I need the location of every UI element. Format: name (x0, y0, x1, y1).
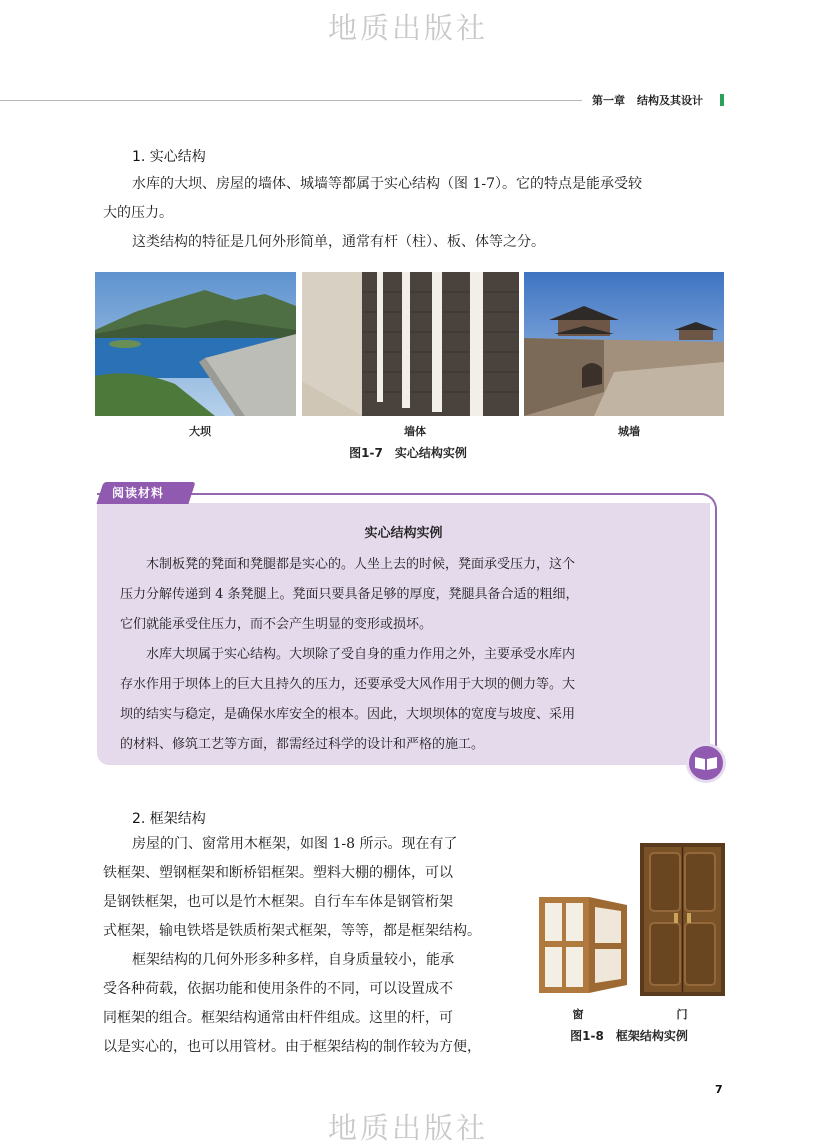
header-rule (0, 100, 582, 101)
reading-line-5: 存水作用于坝体上的巨大且持久的压力，还要承受大风作用于大坝的侧力等。大 (120, 677, 576, 692)
book-icon (692, 755, 720, 774)
figure-caption-1-7: 图1-7 实心结构实例 (349, 446, 467, 460)
section2-line-5: 框架结构的几何外形多种多样，自身质量较小，能承 (132, 952, 454, 968)
section1-line-2: 大的压力。 (103, 205, 173, 221)
wall-photo (302, 272, 519, 416)
chapter-label: 第一章 (592, 94, 625, 107)
reading-line-1: 木制板凳的凳面和凳腿都是实心的。人坐上去的时候，凳面承受压力，这个 (146, 557, 576, 572)
section2-line-7: 同框架的组合。框架结构通常由杆件组成。这里的杆，可 (103, 1010, 453, 1026)
running-header (592, 92, 703, 108)
section1-line-3: 这类结构的特征是几何外形简单，通常有杆（柱）、板、体等之分。 (132, 234, 545, 250)
section2-line-6: 受各种荷载，依据功能和使用条件的不同，可以设置成不 (103, 981, 453, 997)
section2-line-8: 以是实心的，也可以用管材。由于框架结构的制作较为方便， (103, 1039, 481, 1055)
section2-line-2: 铁框架、塑钢框架和断桥铝框架。塑料大棚的棚体，可以 (103, 865, 453, 881)
figure-label-wall: 墙体 (404, 425, 426, 438)
reading-line-7: 的材料、修筑工艺等方面，都需经过科学的设计和严格的施工。 (120, 737, 485, 752)
reading-line-3: 它们就能承受住压力，而不会产生明显的变形或损坏。 (120, 617, 433, 632)
section-title-solid: 1. 实心结构 (132, 149, 206, 165)
figure-label-dam: 大坝 (189, 425, 211, 438)
reading-line-2: 压力分解传递到 4 条凳腿上。凳面只要具备足够的厚度，凳腿具备合适的粗细， (120, 587, 579, 602)
reading-tab-label: 阅读材料 (112, 486, 165, 500)
figure-caption-1-8: 图1-8 框架结构实例 (570, 1029, 688, 1043)
figure-label-city-wall: 城墙 (618, 425, 640, 438)
section2-line-1: 房屋的门、窗常用木框架，如图 1-8 所示。现在有了 (132, 836, 458, 852)
section2-line-4: 式框架，输电铁塔是铁质桁架式框架，等等，都是框架结构。 (103, 923, 481, 939)
city-wall-photo (524, 272, 724, 416)
chapter-title: 结构及其设计 (637, 94, 703, 107)
watermark-top: 地质出版社 (327, 11, 488, 45)
page-number: 7 (715, 1083, 723, 1096)
watermark-bottom: 地质出版社 (327, 1111, 488, 1145)
header-accent-bar (720, 94, 724, 106)
figure-label-door: 门 (676, 1008, 688, 1021)
door-photo (640, 843, 725, 996)
figure-label-window: 窗 (572, 1008, 584, 1021)
dam-photo (95, 272, 296, 416)
reading-line-4: 水库大坝属于实心结构。大坝除了受自身的重力作用之外，主要承受水库内 (146, 647, 576, 662)
section-title-frame: 2. 框架结构 (132, 811, 206, 827)
section1-line-1: 水库的大坝、房屋的墙体、城墙等都属于实心结构（图 1-7）。它的特点是能承受较 (132, 176, 642, 192)
section2-line-3: 是钢铁框架，也可以是竹木框架。自行车车体是钢管桁架 (103, 894, 453, 910)
reading-line-6: 坝的结实与稳定，是确保水库安全的根本。因此，大坝坝体的宽度与坡度、采用 (120, 707, 576, 722)
reading-title: 实心结构实例 (364, 526, 443, 541)
window-photo (537, 893, 630, 996)
